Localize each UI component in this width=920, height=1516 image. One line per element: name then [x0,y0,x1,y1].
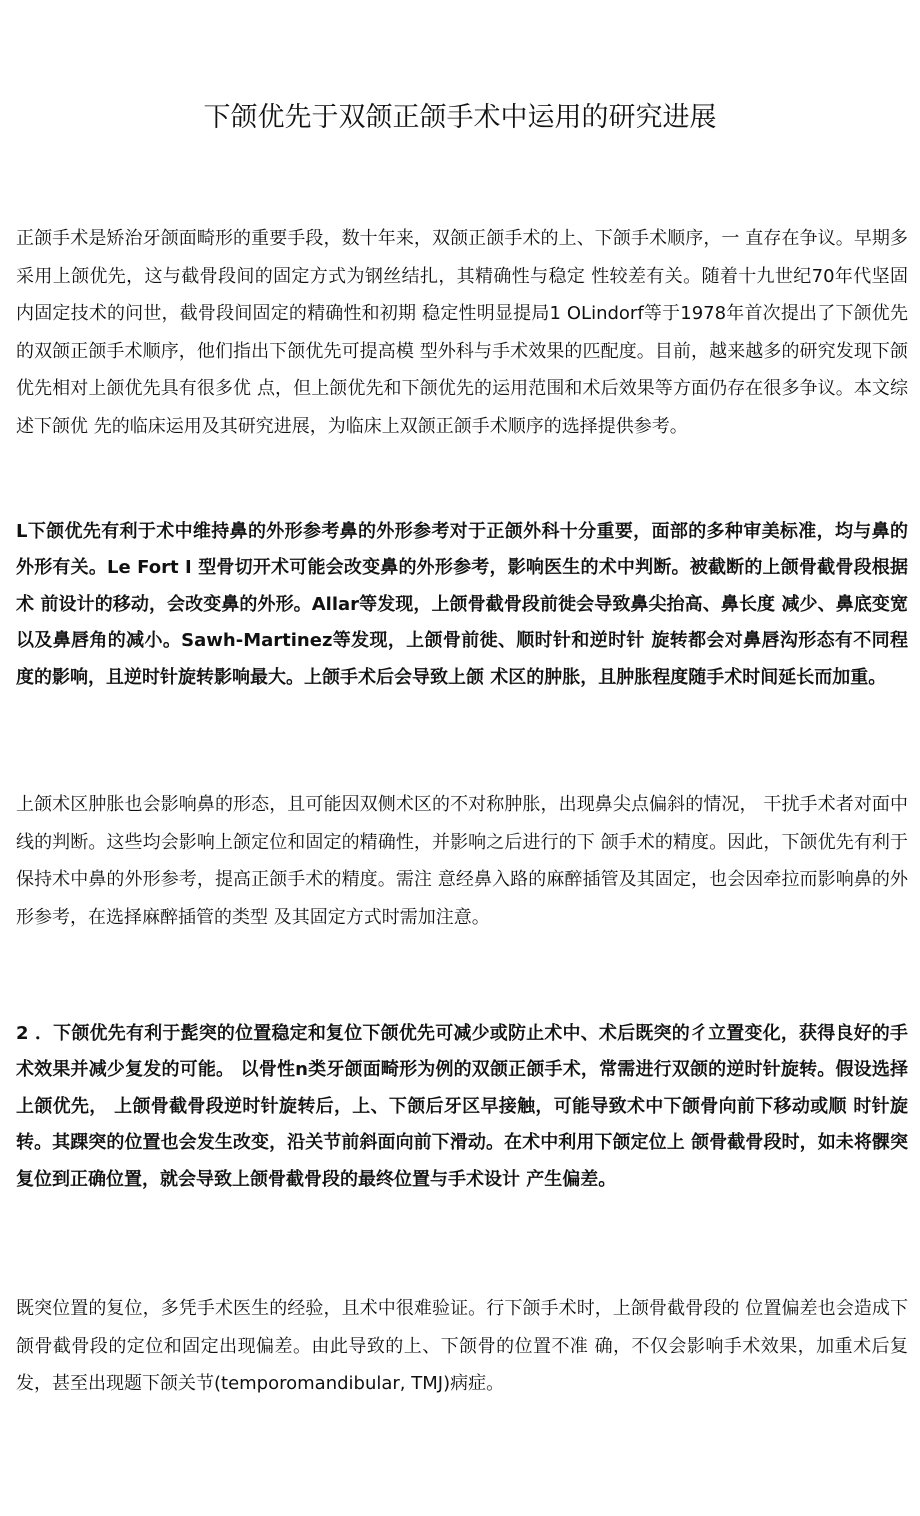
paragraph-section-1-continued: 上颌术区肿胀也会影响鼻的形态，且可能因双侧术区的不对称肿胀，出现鼻尖点偏斜的情况， 干扰手术者对面中线的判断。这些均会影响上颌定位和固定的精确性，并影响之后进行的下 颌手术的精度。因此，下颌优先有利于保持术中鼻的外形参考，提高正颌手术的精度。需注 意经鼻入路的麻醉插管及其固定，也会因牵拉而影响鼻的外形参考，在选择麻醉插管的类型 及其固定方式时需加注意。 [16,794,908,928]
paragraph-section-2-continued: 既突位置的复位，多凭手术医生的经验，且术中很难验证。行下颌手术时，上颌骨截骨段的 位置偏差也会造成下颌骨截骨段的定位和固定出现偏差。由此导致的上、下颌骨的位置不准 确，不仅会影响手术效果，加重术后复发，甚至出现题下颌关节(temporomandibular, TMJ)病症。 [16,1298,908,1395]
paragraph-intro: 正颌手术是矫治牙颌面畸形的重要手段，数十年来，双颌正颌手术的上、下颌手术顺序，一 直存在争议。早期多采用上颌优先，这与截骨段间的固定方式为钢丝结扎，其精确性与稳定 性较差有关。随着十九世纪70年代坚固内固定技术的问世，截骨段间固定的精确性和初期 稳定性明显提局1 OLindorf等于1978年首次提出了下颌优先的双颌正颌手术顺序，他们指出下颌优先可提高模 型外科与手术效果的匹配度。目前，越来越多的研究发现下颌优先相对上颌优先具有很多优 点，但上颌优先和下颌优先的运用范围和术后效果等方面仍存在很多争议。本文综述下颌优 先的临床运用及其研究进展，为临床上双颌正颌手术顺序的选择提供参考。 [16,228,908,437]
document-title: 下颌优先于双颌正颌手术中运用的研究进展 [203,102,717,133]
paragraph-section-1: L下颌优先有利于术中维持鼻的外形参考鼻的外形参考对于正颌外科十分重要，面部的多种审美标准，均与鼻的外形有关。Le Fort I 型骨切开术可能会改变鼻的外形参考，影响医生的术中判断。被截断的上颌骨截骨段根据术 前设计的移动，会改变鼻的外形。Allar等发现，上颌骨截骨段前徙会导致鼻尖抬高、鼻长度 减少、鼻底变宽以及鼻唇角的减小。Sawh-Martinez等发现，上颌骨前徙、顺时针和逆时针 旋转都会对鼻唇沟形态有不同程度的影响，且逆时针旋转影响最大。上颌手术后会导致上颌 术区的肿胀，且肿胀程度随手术时间延长而加重。 [16,521,908,688]
paragraph-section-2: 2 ．下颌优先有利于髭突的位置稳定和复位下颌优先可减少或防止术中、术后既突的彳立置变化，获得良好的手术效果并减少复发的可能。 以骨性n类牙颌面畸形为例的双颌正颌手术，常需进行双颌的逆时针旋转。假设选择上颌优先， 上颌骨截骨段逆时针旋转后，上、下颌后牙区早接触，可能导致术中下颌骨向前下移动或顺 时针旋转。其踝突的位置也会发生改变，沿关节前斜面向前下滑动。在术中利用下颌定位上 颌骨截骨段时，如未将髁突复位到正确位置，就会导致上颌骨截骨段的最终位置与手术设计 产生偏差。 [16,1023,908,1190]
